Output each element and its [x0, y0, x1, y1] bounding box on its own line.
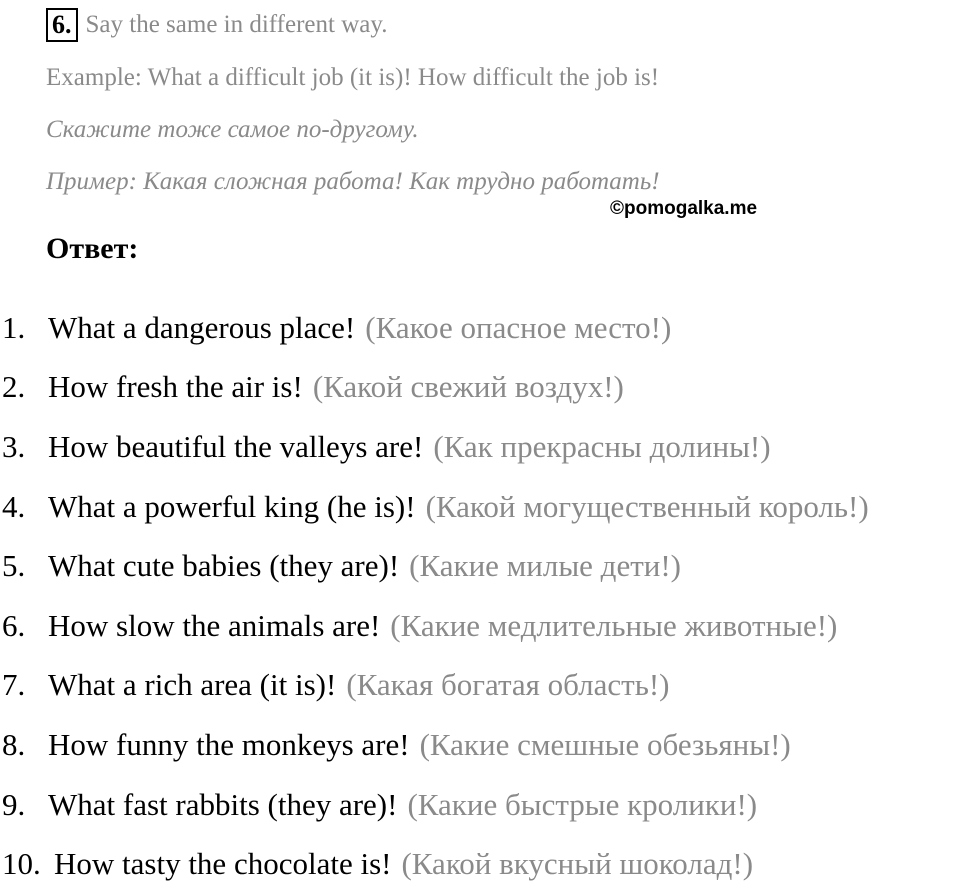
answer-item [0, 417, 869, 477]
task-header [46, 5, 388, 45]
answer-russian: (Как прекрасны долины!) [433, 428, 771, 464]
answer-number: 8. [2, 726, 26, 762]
answer-item [0, 358, 869, 418]
answer-number: 2. [2, 369, 26, 405]
watermark: ©pomogalka.me [610, 198, 758, 219]
answer-english: What fast rabbits (they are)! [48, 786, 398, 822]
answer-russian: (Какой могущественный король!) [425, 488, 869, 524]
answer-item [0, 656, 869, 716]
example-english: Example: What a difficult job (it is)! How difficult the job is! [46, 64, 660, 91]
answer-list [0, 298, 869, 894]
answer-russian: (Какая богатая область!) [346, 667, 670, 703]
example-russian: Пример: Какая сложная работа! Как трудно работать! [46, 168, 660, 195]
answer-english: How beautiful the valleys are! [48, 428, 424, 464]
answer-english: How fresh the air is! [48, 369, 303, 405]
answer-russian: (Какие смешные обезьяны!) [419, 726, 791, 762]
answer-number: 3. [2, 428, 26, 464]
answer-item [0, 596, 869, 656]
answer-number: 6. [2, 607, 26, 643]
answer-item [0, 715, 869, 775]
answer-english: What cute babies (they are)! [48, 548, 400, 584]
answer-heading: Ответ: [46, 232, 139, 265]
answer-english: What a dangerous place! [48, 309, 356, 345]
answer-english: How tasty the chocolate is! [54, 846, 392, 882]
answer-item [0, 834, 869, 894]
answer-item [0, 536, 869, 596]
answer-item [0, 775, 869, 835]
answer-russian: (Какие милые дети!) [409, 548, 681, 584]
answer-number: 1. [2, 309, 26, 345]
answer-english: What a powerful king (he is)! [48, 488, 416, 524]
answer-english: How slow the animals are! [48, 607, 381, 643]
answer-russian: (Какие медлительные животные!) [390, 607, 838, 643]
answer-russian: (Какое опасное место!) [365, 309, 672, 345]
instruction-russian: Скажите тоже самое по-другому. [46, 116, 419, 143]
task-number: 6. [46, 8, 78, 42]
answer-english: What a rich area (it is)! [48, 667, 337, 703]
answer-russian: (Какие быстрые кролики!) [407, 786, 758, 822]
answer-english: How funny the monkeys are! [48, 726, 410, 762]
answer-number: 5. [2, 548, 26, 584]
answer-number: 9. [2, 786, 26, 822]
answer-item [0, 298, 869, 358]
task-title: Say the same in different way. [85, 11, 388, 38]
answer-russian: (Какой вкусный шоколад!) [401, 846, 754, 882]
answer-number: 7. [2, 667, 26, 703]
answer-number: 10. [2, 846, 41, 882]
answer-russian: (Какой свежий воздух!) [312, 369, 624, 405]
answer-item [0, 477, 869, 537]
answer-number: 4. [2, 488, 26, 524]
